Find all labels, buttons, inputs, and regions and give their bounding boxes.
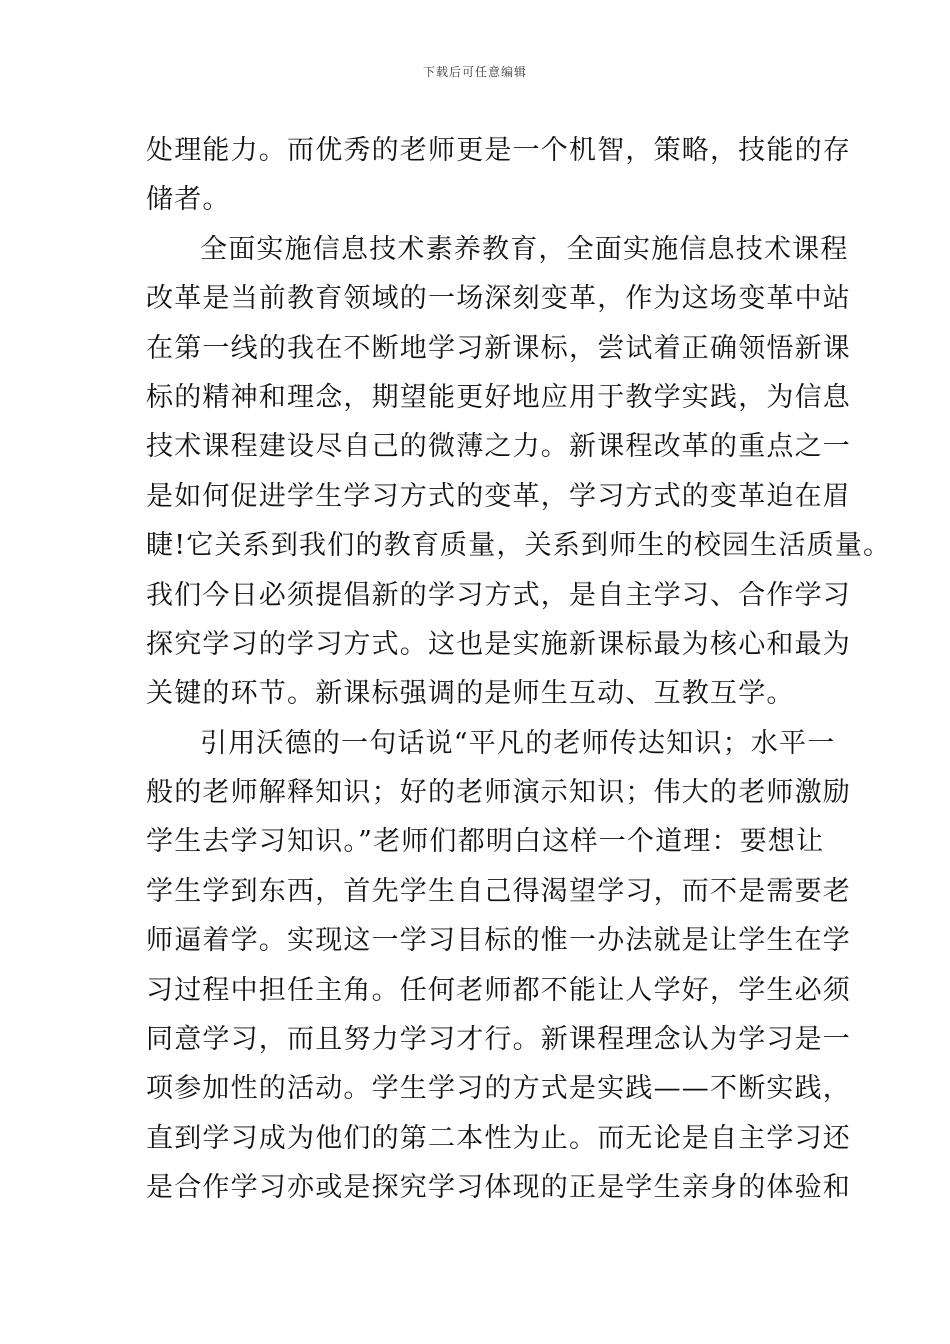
text-line: 项参加性的活动。学生学习的方式是实践——不断实践， — [146, 1073, 851, 1105]
text-line: 是合作学习亦或是探究学习体现的正是学生亲身的体验和 — [146, 1172, 851, 1204]
text-line: 在第一线的我在不断地学习新课标，尝试着正确领悟新课 — [146, 332, 851, 364]
text-line: 学生去学习知识。”老师们都明白这样一个道理：要想让 — [146, 826, 825, 858]
text-line: 关键的环节。新课标强调的是师生互动、互教互学。 — [146, 678, 795, 710]
text-line: 是如何促进学生学习方式的变革，学习方式的变革迫在眉 — [146, 480, 851, 512]
text-line: 储者。 — [146, 184, 231, 216]
body-text — [146, 126, 892, 1213]
text-line: 睫!它关系到我们的教育质量，关系到师生的校园生活质量。 — [146, 530, 892, 562]
text-line: 技术课程建设尽自己的微薄之力。新课程改革的重点之一 — [146, 431, 851, 463]
text-line: 学生学到东西，首先学生自己得渴望学习，而不是需要老 — [146, 875, 851, 907]
text-line: 习过程中担任主角。任何老师都不能让人学好，学生必须 — [146, 974, 851, 1006]
text-line: 全面实施信息技术素养教育，全面实施信息技术课程 — [200, 233, 849, 265]
text-line: 改革是当前教育领域的一场深刻变革，作为这场变革中站 — [146, 283, 851, 315]
text-line: 直到学习成为他们的第二本性为止。而无论是自主学习还 — [146, 1122, 851, 1154]
text-line: 引用沃德的一句话说“平凡的老师传达知识；水平一 — [200, 727, 836, 759]
text-line: 师逼着学。实现这一学习目标的惟一办法就是让学生在学 — [146, 925, 851, 957]
text-line: 标的精神和理念，期望能更好地应用于教学实践，为信息 — [146, 381, 851, 413]
text-line: 处理能力。而优秀的老师更是一个机智，策略，技能的存 — [146, 135, 851, 166]
page-header: 下载后可任意编辑 — [422, 65, 527, 79]
text-line: 我们今日必须提倡新的学习方式，是自主学习、合作学习 — [146, 579, 851, 611]
text-line: 同意学习，而且努力学习才行。新课程理念认为学习是一 — [146, 1024, 851, 1056]
text-line: 探究学习的学习方式。这也是实施新课标最为核心和最为 — [146, 628, 851, 660]
text-line: 般的老师解释知识；好的老师演示知识；伟大的老师激励 — [146, 777, 851, 809]
